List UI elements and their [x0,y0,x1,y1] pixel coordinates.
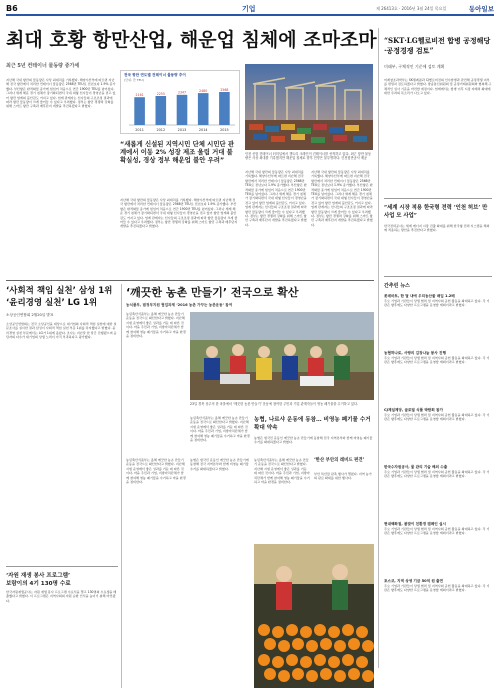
brief-item-text: 주요 기업과 기관들이 상생 협력 및 지역사회 공헌 활동을 확대하고 있다. 각 기관은 향후에도 다양한 프로그램을 운영할 계획이라고 밝혔다. [384,413,490,422]
chart-bar-2011 [134,97,145,125]
story3-body-5: 농협은 범국민 운동인 깨끗한 농촌 만들기에 동참해 전국 지역본부와 함께 비영농 폐기물 수거를 확대하겠다고 밝혔다. [190,458,249,471]
chart-title: 전국 항만 연도별 컨테이너 물동량 추이 [124,73,186,77]
sidebar-divider [384,198,492,199]
story2-body-2: 한국자원재생공사는 자원 재생 봉사 프로그램 수료식을 열고 130명의 수료생을 배출했다고 밝혔다. 이 프로그램은 지역사회의 자원 순환 인식을 높이기 위해 마련됐다. [6,590,117,603]
brief-item-title: 농협하나로, 사랑의 김장나눔 봉사 진행 [384,351,446,355]
brief-item-title: 포스코, 지역 상생 기금 50억 원 출연 [384,579,444,583]
story3-body-2: 농림축산식품부는 올해 깨끗한 농촌 만들기 운동을 전국으로 확산한다고 밝혔다. 지난해 시범 운영에서 좋은 성과를 거둔 데 따른 것이다. 마을 주민과 기업, 지방자치단체가 함께 참여해 영농 폐기물을 수거하고 마을 환경을 정비한다. [190,416,250,443]
chart-bar-2014 [198,93,209,125]
brief-item-title: CJ제일제당, 글로벌 식품 박람회 참가 [384,408,443,412]
chart-bar-2012 [156,96,167,125]
brief-item-title: 롯데마트, 한 달 내에 우리농산물 매입 1.2배 [384,294,455,298]
newspaper-logo: 동아일보 [468,5,494,13]
story2-sub2b: 보람이의 4기 130명 수료 [6,581,71,587]
briefs-heading: 간추린 뉴스 [384,283,410,289]
bar-chart [123,83,239,133]
page-header [6,4,494,16]
page-number: B6 [6,4,18,13]
main-body-col4: 지난해 국내 항만의 물동량은 사상 최대치를 기록했다. 해양수산부에 따르면 지난해 전국 항만에서 처리한 컨테이너 물동량은 2568만 TEU로 전년보다 1.9% 증가했다. 부산항은 환적화물 증가에 힘입어 처음으로 연간 1900만 TEU를 넘어섰다. 그러나 세계 해운 경기 침체가 장기화되면서 국내 대형 선사들이 경영난을 겪고 있어 항만 업계의 불안감도 커지고 있다. 업계 관계자는 선사들의 구조조정 결과에 따라 항만 물동량이 크게 줄어들 수 있다고 우려했다. 정부는 항만 경쟁력 강화를 위해 스마트 항만 구축과 배후단지 개발을 추진하겠다고 밝혔다. [311,170,373,227]
story3-body-3: 농협은 범국민 운동인 깨끗한 농촌 만들기에 동참해 전국 지역본부와 함께 비영농 폐기물 수거를 확대하겠다고 밝혔다. [254,436,373,445]
brief-item-text: 주요 기업과 기관들이 상생 협력 및 지역사회 공헌 활동을 확대하고 있다. 각 기관은 향후에도 다양한 프로그램을 운영할 계획이라고 밝혔다. [384,299,490,308]
chart-tick-label: 2013 [177,128,187,132]
chart-tick-label: 2012 [156,128,166,132]
story2-byline: 소상공인연합회 2월20일 발표 [6,313,54,317]
chart-container [120,70,240,134]
brief-item [384,465,492,518]
main-body-col3: 지난해 국내 항만의 물동량은 사상 최대치를 기록했다. 해양수산부에 따르면 지난해 전국 항만에서 처리한 컨테이너 물동량은 2568만 TEU로 전년보다 1.9% 증가했다. 부산항은 환적화물 증가에 힘입어 처음으로 연간 1900만 TEU를 넘어섰다. 그러나 세계 해운 경기 침체가 장기화되면서 국내 대형 선사들이 경영난을 겪고 있어 항만 업계의 불안감도 커지고 있다. 업계 관계자는 선사들의 구조조정 결과에 따라 항만 물동량이 크게 줄어들 수 있다고 우려했다. 정부는 항만 경쟁력 강화를 위해 스마트 항만 구축과 배후단지 개발을 추진하겠다고 밝혔다. [245,170,307,227]
story2-body: 소상공인연합회는 전국 소상공인을 대상으로 대기업의 사회적 책임 실천에 대한 설문조사를 실시한 결과 삼성이 사회적 책임 실천 부문 1위를 차지했다고 밝혔다. 윤리경영 실천 부문에서는 LG가 1위에 올랐다. 조사는 지난달 한 달간 진행됐으며 응답자의 다수가 대기업의 상생 노력이 아직 부족하다고 평가했다. [6,322,117,340]
sidebar-rule [378,28,379,668]
brief-item-text: 주요 기업과 기관들이 상생 협력 및 지역사회 공헌 활동을 확대하고 있다. 각 기관은 향후에도 다양한 프로그램을 운영할 계획이라고 밝혔다. [384,527,490,536]
product-caption: ‘한산 부안의 레비드 편견’ [314,458,365,463]
farm-photo-caption: 23일 경북 상주의 한 마을에서 ‘깨끗한 농촌 만들기’ 운동에 참여한 주민과 기업 관계자들이 영농 폐기물을 수거하고 있다. [190,402,359,406]
briefs-list [384,294,492,674]
chart-unit: (단위: 만 TEU) [124,78,144,82]
brief-item [384,294,492,347]
port-crane-image [245,64,373,150]
farm-volunteer-image [190,312,374,400]
story3-sub: 농협, 나르샤 운동에 동참… 비영농 폐기물 수거 확대 약속 [254,417,371,431]
brief-item [384,351,492,404]
sidebar-body-2: 한국전력공사는 세계 에너지 시장 진출 확대를 위해 한국형 전력 시스템을 해외에 적용하는 방안을 추진한다고 밝혔다. [384,224,490,233]
brief-item [384,522,492,575]
story2-sub2: ‘자원 재생 봉사 프로그램’ [6,573,71,579]
brief-item [384,408,492,461]
chart-bar-2015 [219,92,230,125]
sidebar-quote: “세계 시장 적용 한국형 전력 ‘인천 허브’ 만 사업 모 사업” [384,205,488,219]
chart-bar-2013 [177,95,188,125]
chart-data-label: 2161 [135,93,144,98]
farm-photo [190,312,374,400]
product-photo [254,544,374,688]
main-body-col2: 지난해 국내 항만의 물동량은 사상 최대치를 기록했다. 해양수산부에 따르면 지난해 전국 항만에서 처리한 컨테이너 물동량은 2568만 TEU로 전년보다 1.9% 증가했다. 부산항은 환적화물 증가에 힘입어 처음으로 연간 1900만 TEU를 넘어섰다. 그러나 세계 해운 경기 침체가 장기화되면서 국내 대형 선사들이 경영난을 겪고 있어 항만 업계의 불안감도 커지고 있다. 업계 관계자는 선사들의 구조조정 결과에 따라 항만 물동량이 크게 줄어들 수 있다고 우려했다. 정부는 항만 경쟁력 강화를 위해 스마트 항만 구축과 배후단지 개발을 추진하겠다고 밝혔다. [120,198,238,229]
brief-item-title: 한국수자원공사, 물 관리 기술 해외 수출 [384,465,448,469]
sidebar-byline: 미래부, 구체적인 기준에 검토 계획 [384,64,445,69]
chart-data-label: 2255 [156,91,165,96]
brief-item-text: 주요 기업과 기관들이 상생 협력 및 지역사회 공헌 활동을 확대하고 있다. 각 기관은 향후에도 다양한 프로그램을 운영할 계획이라고 밝혔다. [384,584,490,593]
brief-item-title: 현대백화점, 봄맞이 친환경 캠페인 실시 [384,522,446,526]
chart-tick-label: 2011 [135,128,144,132]
main-subhead: 최근 5년 컨테이너 물동량 증가세 [6,63,80,69]
section-label: 기업 [242,5,256,13]
section-divider [6,280,374,281]
pull-quote: “새롭게 신설된 지역시민 단체 시민단 관계에서 이동 2% 성장 제조 울림 거대 불확실성, 경상 정부 해운업 불안 우려” [120,140,235,164]
story2-subhead: ‘윤리경영 실천’ LG 1위 [6,298,98,308]
story3-body-6: 농림축산식품부는 올해 깨끗한 농촌 만들기 운동을 전국으로 확산한다고 밝혔다. 지난해 시범 운영에서 좋은 성과를 거둔 데 따른 것이다. 마을 주민과 기업, 지방자치단체가 함께 참여해 영농 폐기물을 수거하고 마을 환경을 정비한다. [254,458,310,485]
brief-item [384,579,492,624]
sidebar-title: “SKT·LG헬로비전 합병 공정해당·공정경쟁 검토” [384,36,491,55]
main-headline: 최대 호황 항만산업, 해운업 침체에 조마조마 [6,29,377,51]
chart-data-label: 2480 [199,88,208,93]
port-photo-caption: 인천 신항 컨테이너 터미널에서 갠트리 크레인이 컨테이너를 선적하고 있다. 최근 항만 물동량은 사상 최대를 기록했지만 해운업 침체로 향후 전망은 불투명하다. 인천항만공사 제공 [245,152,372,161]
story3-body: 농림축산식품부는 올해 깨끗한 농촌 만들기 운동을 전국으로 확산한다고 밝혔다. 지난해 시범 운영에서 좋은 성과를 거둔 데 따른 것이다. 마을 주민과 기업, 지방자치단체가 함께 참여해 영농 폐기물을 수거하고 마을 환경을 정비한다. [126,312,186,339]
chart-data-label: 2568 [220,87,229,92]
story2-divider [6,566,118,567]
brief-item-text: 주요 기업과 기관들이 상생 협력 및 지역사회 공헌 활동을 확대하고 있다. 각 기관은 향후에도 다양한 프로그램을 운영할 계획이라고 밝혔다. [384,356,490,365]
product-text: 부안 특산물 판촉 행사가 열렸다. 지역 농가의 판로 확대를 위한 행사다. [314,472,372,481]
issue-info: 제 26413호 · 2016년 3월 24일 목요일 [376,6,447,11]
story3-body-4: 농림축산식품부는 올해 깨끗한 농촌 만들기 운동을 전국으로 확산한다고 밝혔다. 지난해 시범 운영에서 좋은 성과를 거둔 데 따른 것이다. 마을 주민과 기업, 지방자치단체가 함께 참여해 영농 폐기물을 수거하고 마을 환경을 정비한다. [126,458,186,485]
chart-tick-label: 2015 [220,128,229,132]
story2-headline: ‘사회적 책임 실천’ 삼성 1위 [6,286,113,296]
sidebar-body: 미래창조과학부는 SK텔레콤과 CJ헬로비전의 인수합병과 관련해 공정경쟁 여부를 면밀히 검토하겠다고 밝혔다. 방송통신위원회 및 공정거래위원회와 협의해 구체적인 심사 기준을 마련할 예정이다. 업계에서는 합병 이후 시장 지배력 확대에 대한 우려의 목소리가 나오고 있다. [384,78,492,96]
briefs-divider [384,276,492,277]
story3-headline: ‘깨끗한 농촌 만들기’ 전국으로 확산 [126,286,299,299]
story3-rule [121,284,122,688]
chart-tick-label: 2014 [198,128,208,132]
port-photo [245,64,373,150]
brief-item-text: 주요 기업과 기관들이 상생 협력 및 지역사회 공헌 활동을 확대하고 있다. 각 기관은 향후에도 다양한 프로그램을 운영할 계획이라고 밝혔다. [384,470,490,479]
main-body-col1: 지난해 국내 항만의 물동량은 사상 최대치를 기록했다. 해양수산부에 따르면 지난해 전국 항만에서 처리한 컨테이너 물동량은 2568만 TEU로 전년보다 1.9% 증가했다. 부산항은 환적화물 증가에 힘입어 처음으로 연간 1900만 TEU를 넘어섰다. 그러나 세계 해운 경기 침체가 장기화되면서 국내 대형 선사들이 경영난을 겪고 있어 항만 업계의 불안감도 커지고 있다. 업계 관계자는 선사들의 구조조정 결과에 따라 항만 물동량이 크게 줄어들 수 있다고 우려했다. 정부는 항만 경쟁력 강화를 위해 스마트 항만 구축과 배후단지 개발을 추진하겠다고 밝혔다. [6,78,116,109]
story3-byline: 농식품부, 범정부지원 협업과제 ‘2016 농촌 가꾸는 농촌운동’ 참여 [126,303,233,307]
orange-display-image [254,544,374,688]
chart-data-label: 2347 [177,90,187,95]
